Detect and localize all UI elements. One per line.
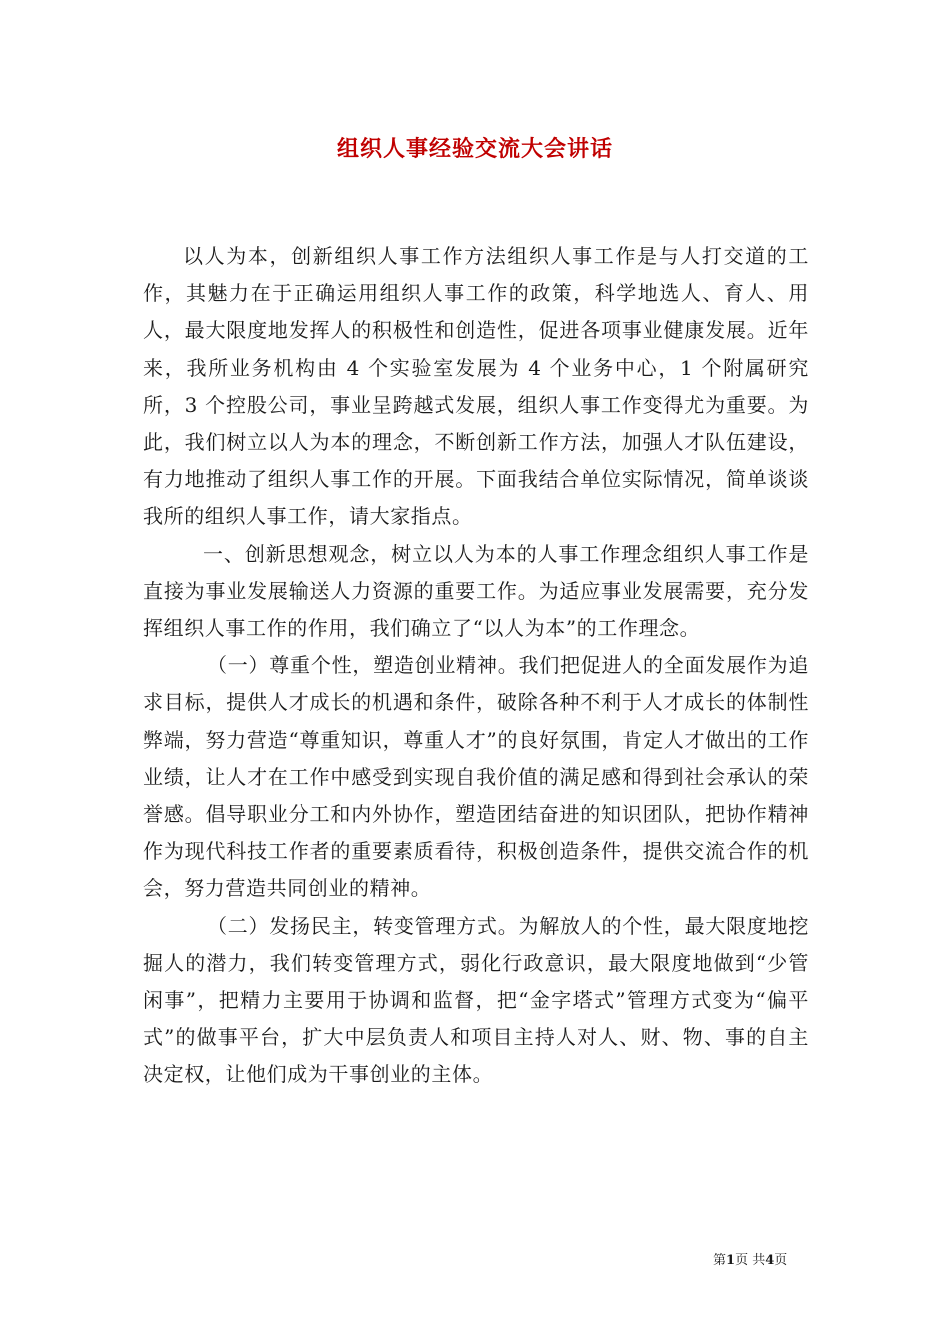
footer-prefix: 第 [713,1253,727,1268]
footer-total-pages: 4 [765,1253,775,1268]
footer-middle: 页 共 [735,1253,766,1268]
page-number-footer [713,1249,787,1268]
paragraph-subsection-two: （二）发扬民主，转变管理方式。为解放人的个性，最大限度地挖掘人的潜力，我们转变管理方式，弱化行政意识，最大限度地做到“少管闲事”，把精力主要用于协调和监督，把“金字塔式”管理方式变为“偏平式”的做事平台，扩大中层负责人和项目主持人对人、财、物、事的自主决定权，让他们成为干事创业的主体。 [143,913,809,1087]
page-title: 组织人事经验交流大会讲话 [336,136,613,162]
footer-current-page: 1 [726,1253,736,1268]
document-body [143,238,809,1094]
paragraph-intro: 以人为本，创新组织人事工作方法组织人事工作是与人打交道的工作，其魅力在于正确运用组织人事工作的政策，科学地选人、育人、用人，最大限度地发挥人的积极性和创造性，促进各项事业健康发展。近年来，我所业务机构由 4 个实验室发展为 4 个业务中心，1 个附属研究所，3 个控股公司，事业呈跨越式发展，组织人事工作变得尤为重要。为此，我们树立以人为本的理念，不断创新工作方法，加强人才队伍建设，有力地推动了组织人事工作的开展。下面我结合单位实际情况，简单谈谈我所的组织人事工作，请大家指点。 [143,244,809,529]
footer-suffix: 页 [774,1253,788,1268]
paragraph-section-one: 一、创新思想观念，树立以人为本的人事工作理念组织人事工作是直接为事业发展输送人力资源的重要工作。为适应事业发展需要，充分发挥组织人事工作的作用，我们确立了“以人为本”的工作理念。 [143,541,809,641]
paragraph-subsection-one: （一）尊重个性，塑造创业精神。我们把促进人的全面发展作为追求目标，提供人才成长的机遇和条件，破除各种不利于人才成长的体制性弊端，努力营造“尊重知识，尊重人才”的良好氛围，肯定人才做出的工作业绩，让人才在工作中感受到实现自我价值的满足感和得到社会承认的荣誉感。倡导职业分工和内外协作，塑造团结奋进的知识团队，把协作精神作为现代科技工作者的重要素质看待，积极创造条件，提供交流合作的机会，努力营造共同创业的精神。 [143,653,809,901]
